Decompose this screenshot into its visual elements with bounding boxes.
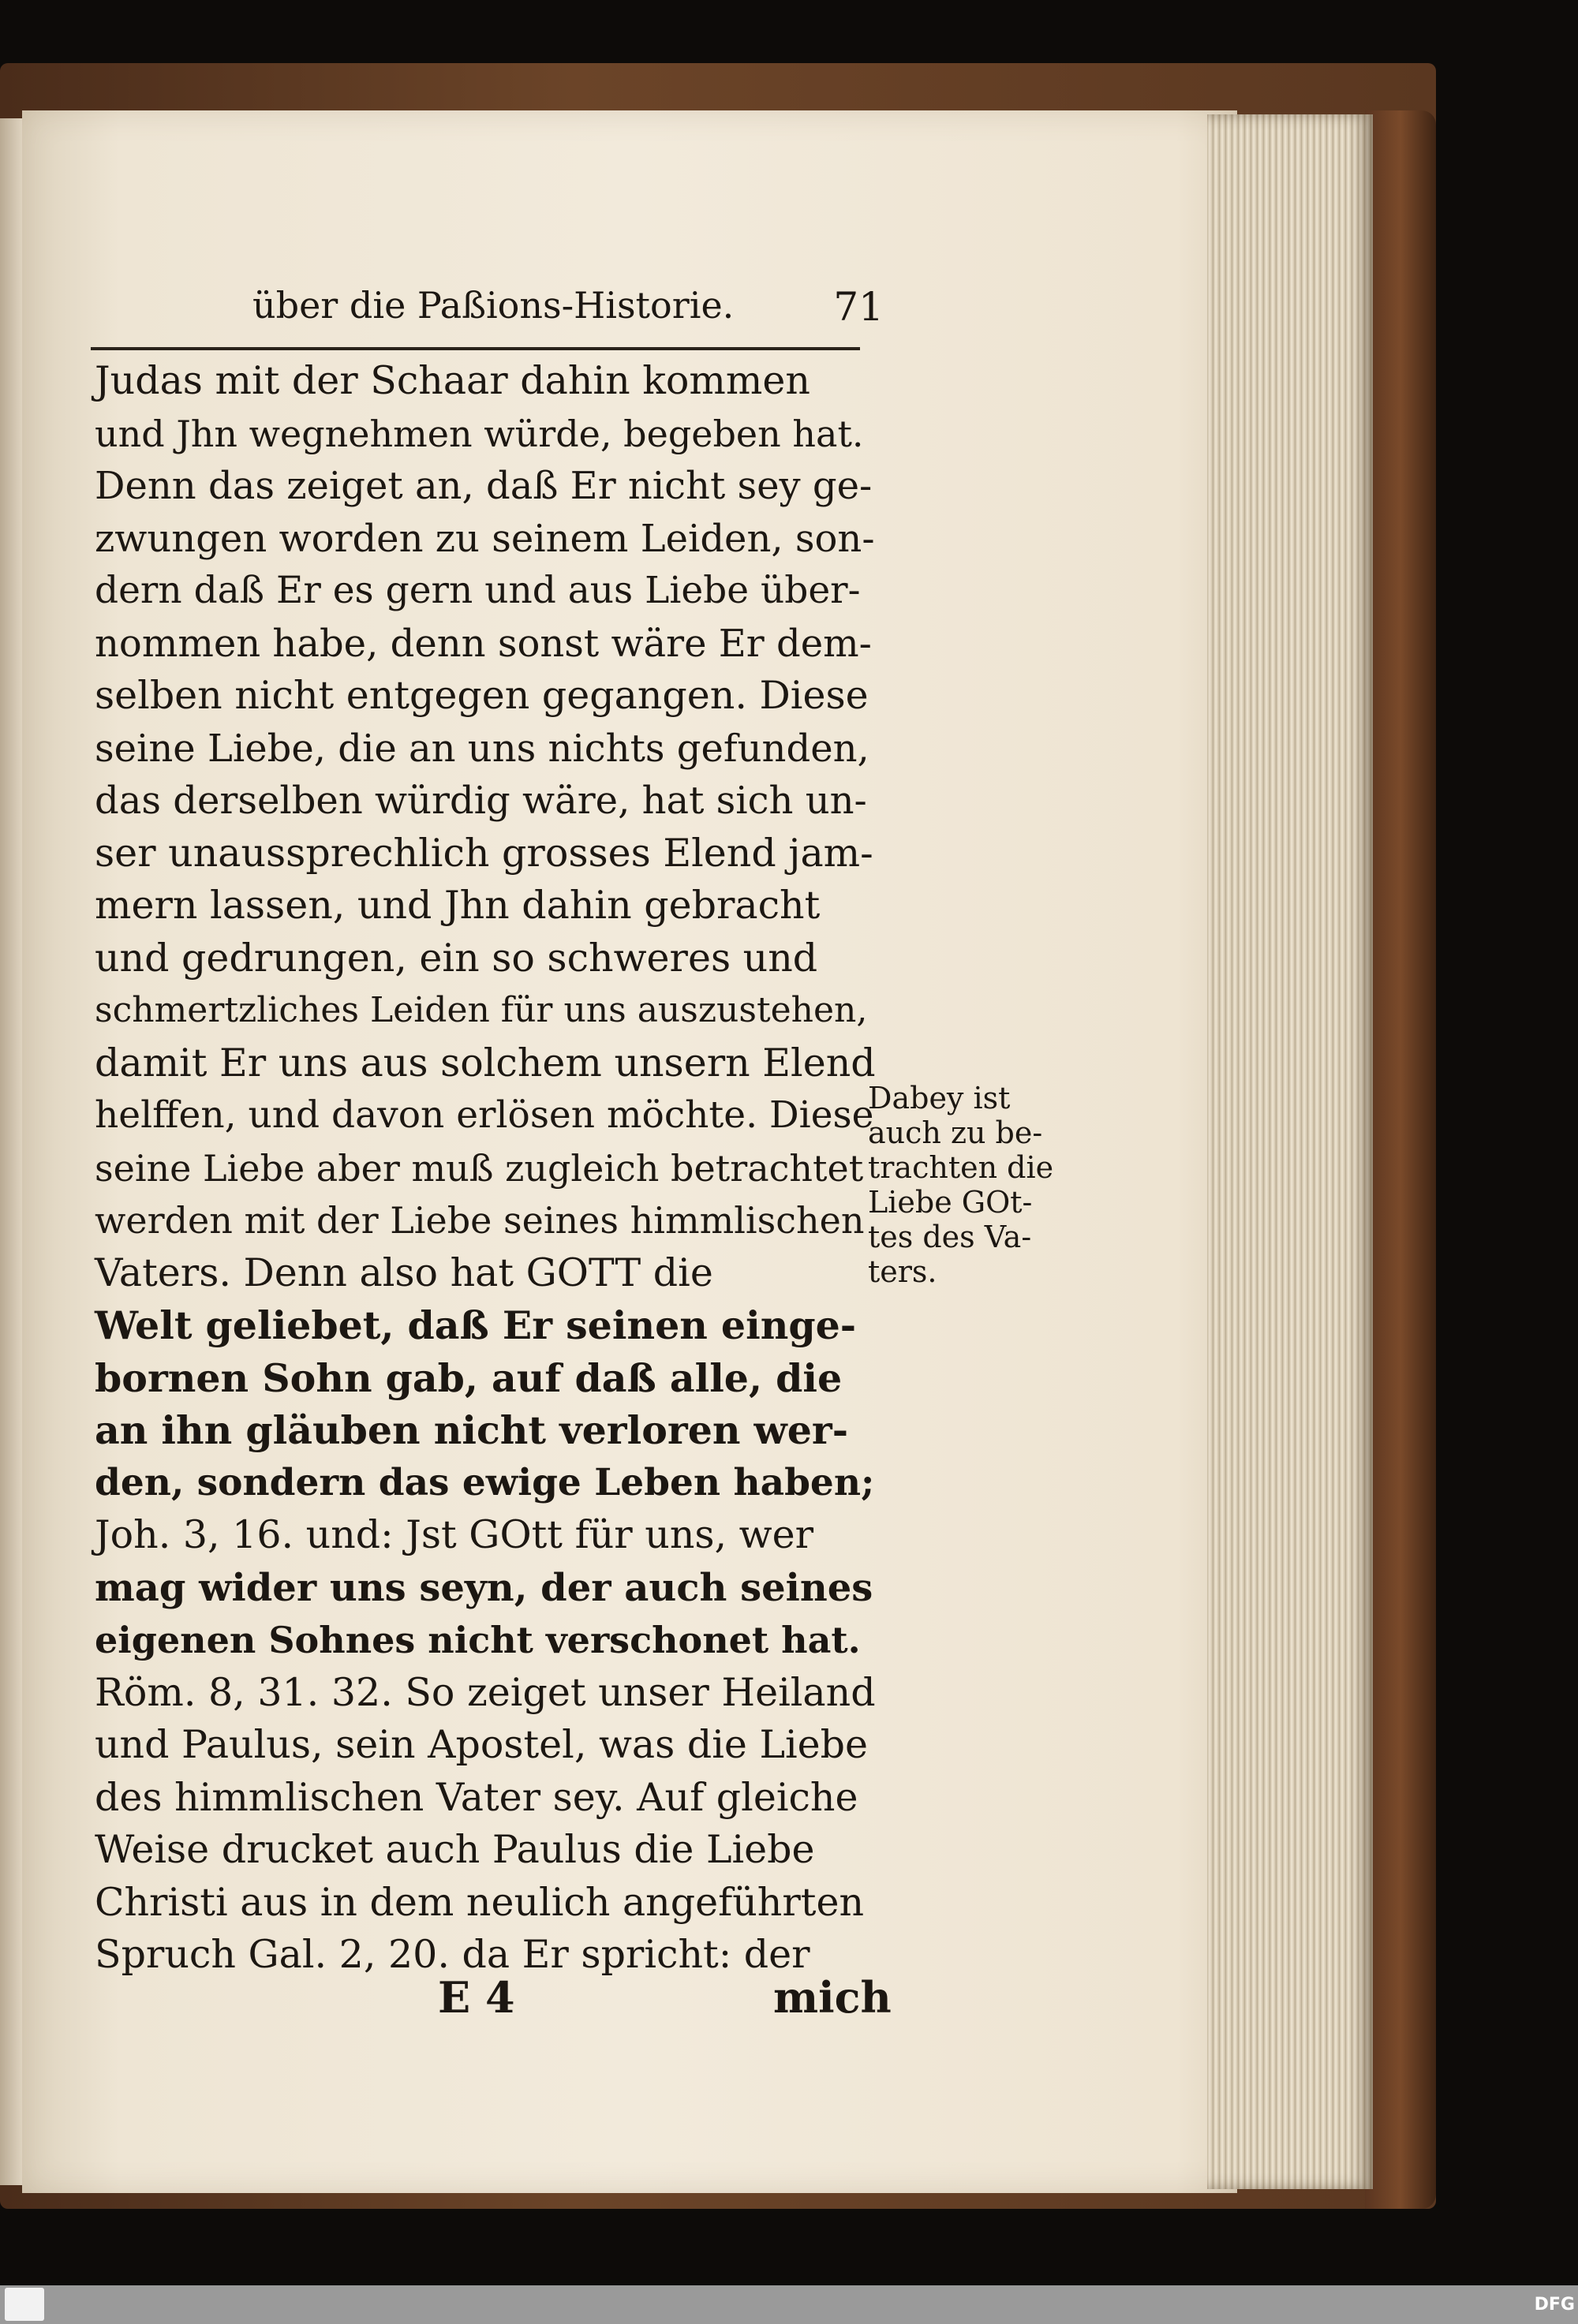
text-line: werden mit der Liebe seines himmlischen (95, 1199, 865, 1242)
text-line: Vaters. Denn also hat GOTT die (95, 1250, 713, 1295)
body-text (95, 355, 876, 1982)
header-rule (91, 347, 860, 350)
catchword: mich (773, 1972, 892, 2023)
text-line: helffen, und davon erlösen möchte. Diese (95, 1093, 874, 1137)
marginal-note-line: auch zu be- (868, 1115, 1043, 1150)
text-line: Christi aus in dem neulich angeführten (95, 1879, 865, 1925)
text-line: schmertzliches Leiden für uns auszustehen, (95, 990, 868, 1030)
library-logo (5, 2288, 44, 2321)
marginal-note-line: Liebe GOt- (868, 1185, 1033, 1220)
text-line: des himmlischen Vater sey. Auf gleiche (95, 1774, 858, 1820)
text-line: Judas mit der Schaar dahin kommen (95, 358, 810, 403)
text-line: seine Liebe, die an uns nichts gefunden, (95, 726, 869, 771)
book-cover-edge (1365, 110, 1436, 2209)
text-line-bold: eigenen Sohnes nicht verschonet hat. (95, 1619, 861, 1661)
marginal-note-line: ters. (868, 1254, 937, 1289)
page-block-edges (1207, 114, 1373, 2189)
text-line: seine Liebe aber muß zugleich betrachtet (95, 1146, 864, 1190)
text-line: zwungen worden zu seinem Leiden, son- (95, 516, 875, 561)
text-line-bold: Welt geliebet, daß Er seinen einge- (95, 1302, 857, 1348)
text-line: Weise drucket auch Paulus die Liebe (95, 1827, 815, 1872)
text-line: Joh. 3, 16. und: Jst GOtt für uns, wer (95, 1512, 814, 1557)
text-line: nommen habe, denn sonst wäre Er dem- (95, 621, 872, 666)
text-line: Röm. 8, 31. 32. So zeiget unser Heiland (95, 1669, 876, 1715)
text-line: Spruch Gal. 2, 20. da Er spricht: der (95, 1932, 810, 1977)
text-line: mern lassen, und Jhn dahin gebracht (95, 883, 821, 928)
page-number: 71 (833, 284, 884, 330)
marginal-note-line: Dabey ist (868, 1081, 1011, 1115)
text-line: selben nicht entgegen gegangen. Diese (95, 673, 869, 718)
signature-mark: E 4 (438, 1972, 515, 2023)
marginal-note-line: tes des Va- (868, 1220, 1032, 1254)
text-line: und gedrungen, ein so schweres und (95, 935, 818, 981)
text-line: ser unaussprechlich grosses Elend jam- (95, 830, 873, 876)
text-line: und Jhn wegnehmen würde, begeben hat. (95, 412, 864, 455)
text-line: das derselben würdig wäre, hat sich un- (95, 779, 867, 823)
dfg-logo: DFG (1534, 2295, 1575, 2315)
running-head: über die Paßions-Historie. (252, 284, 735, 327)
text-line-bold: bornen Sohn gab, auf daß alle, die (95, 1354, 843, 1401)
text-line-bold: den, sondern das ewige Leben haben; (95, 1460, 875, 1504)
text-line: Denn das zeiget an, daß Er nicht sey ge- (95, 464, 873, 508)
text-line-bold: an ihn gläuben nicht verloren wer- (95, 1407, 849, 1453)
text-line: dern daß Er es gern und aus Liebe über- (95, 569, 861, 612)
marginal-note (868, 1081, 1073, 1289)
viewer-footer-bar (0, 2285, 1578, 2324)
text-line: und Paulus, sein Apostel, was die Liebe (95, 1722, 869, 1767)
marginal-note-line: trachten die (868, 1150, 1054, 1185)
text-line: damit Er uns aus solchem unsern Elend (95, 1040, 876, 1085)
text-line-bold: mag wider uns seyn, der auch seines (95, 1565, 873, 1610)
